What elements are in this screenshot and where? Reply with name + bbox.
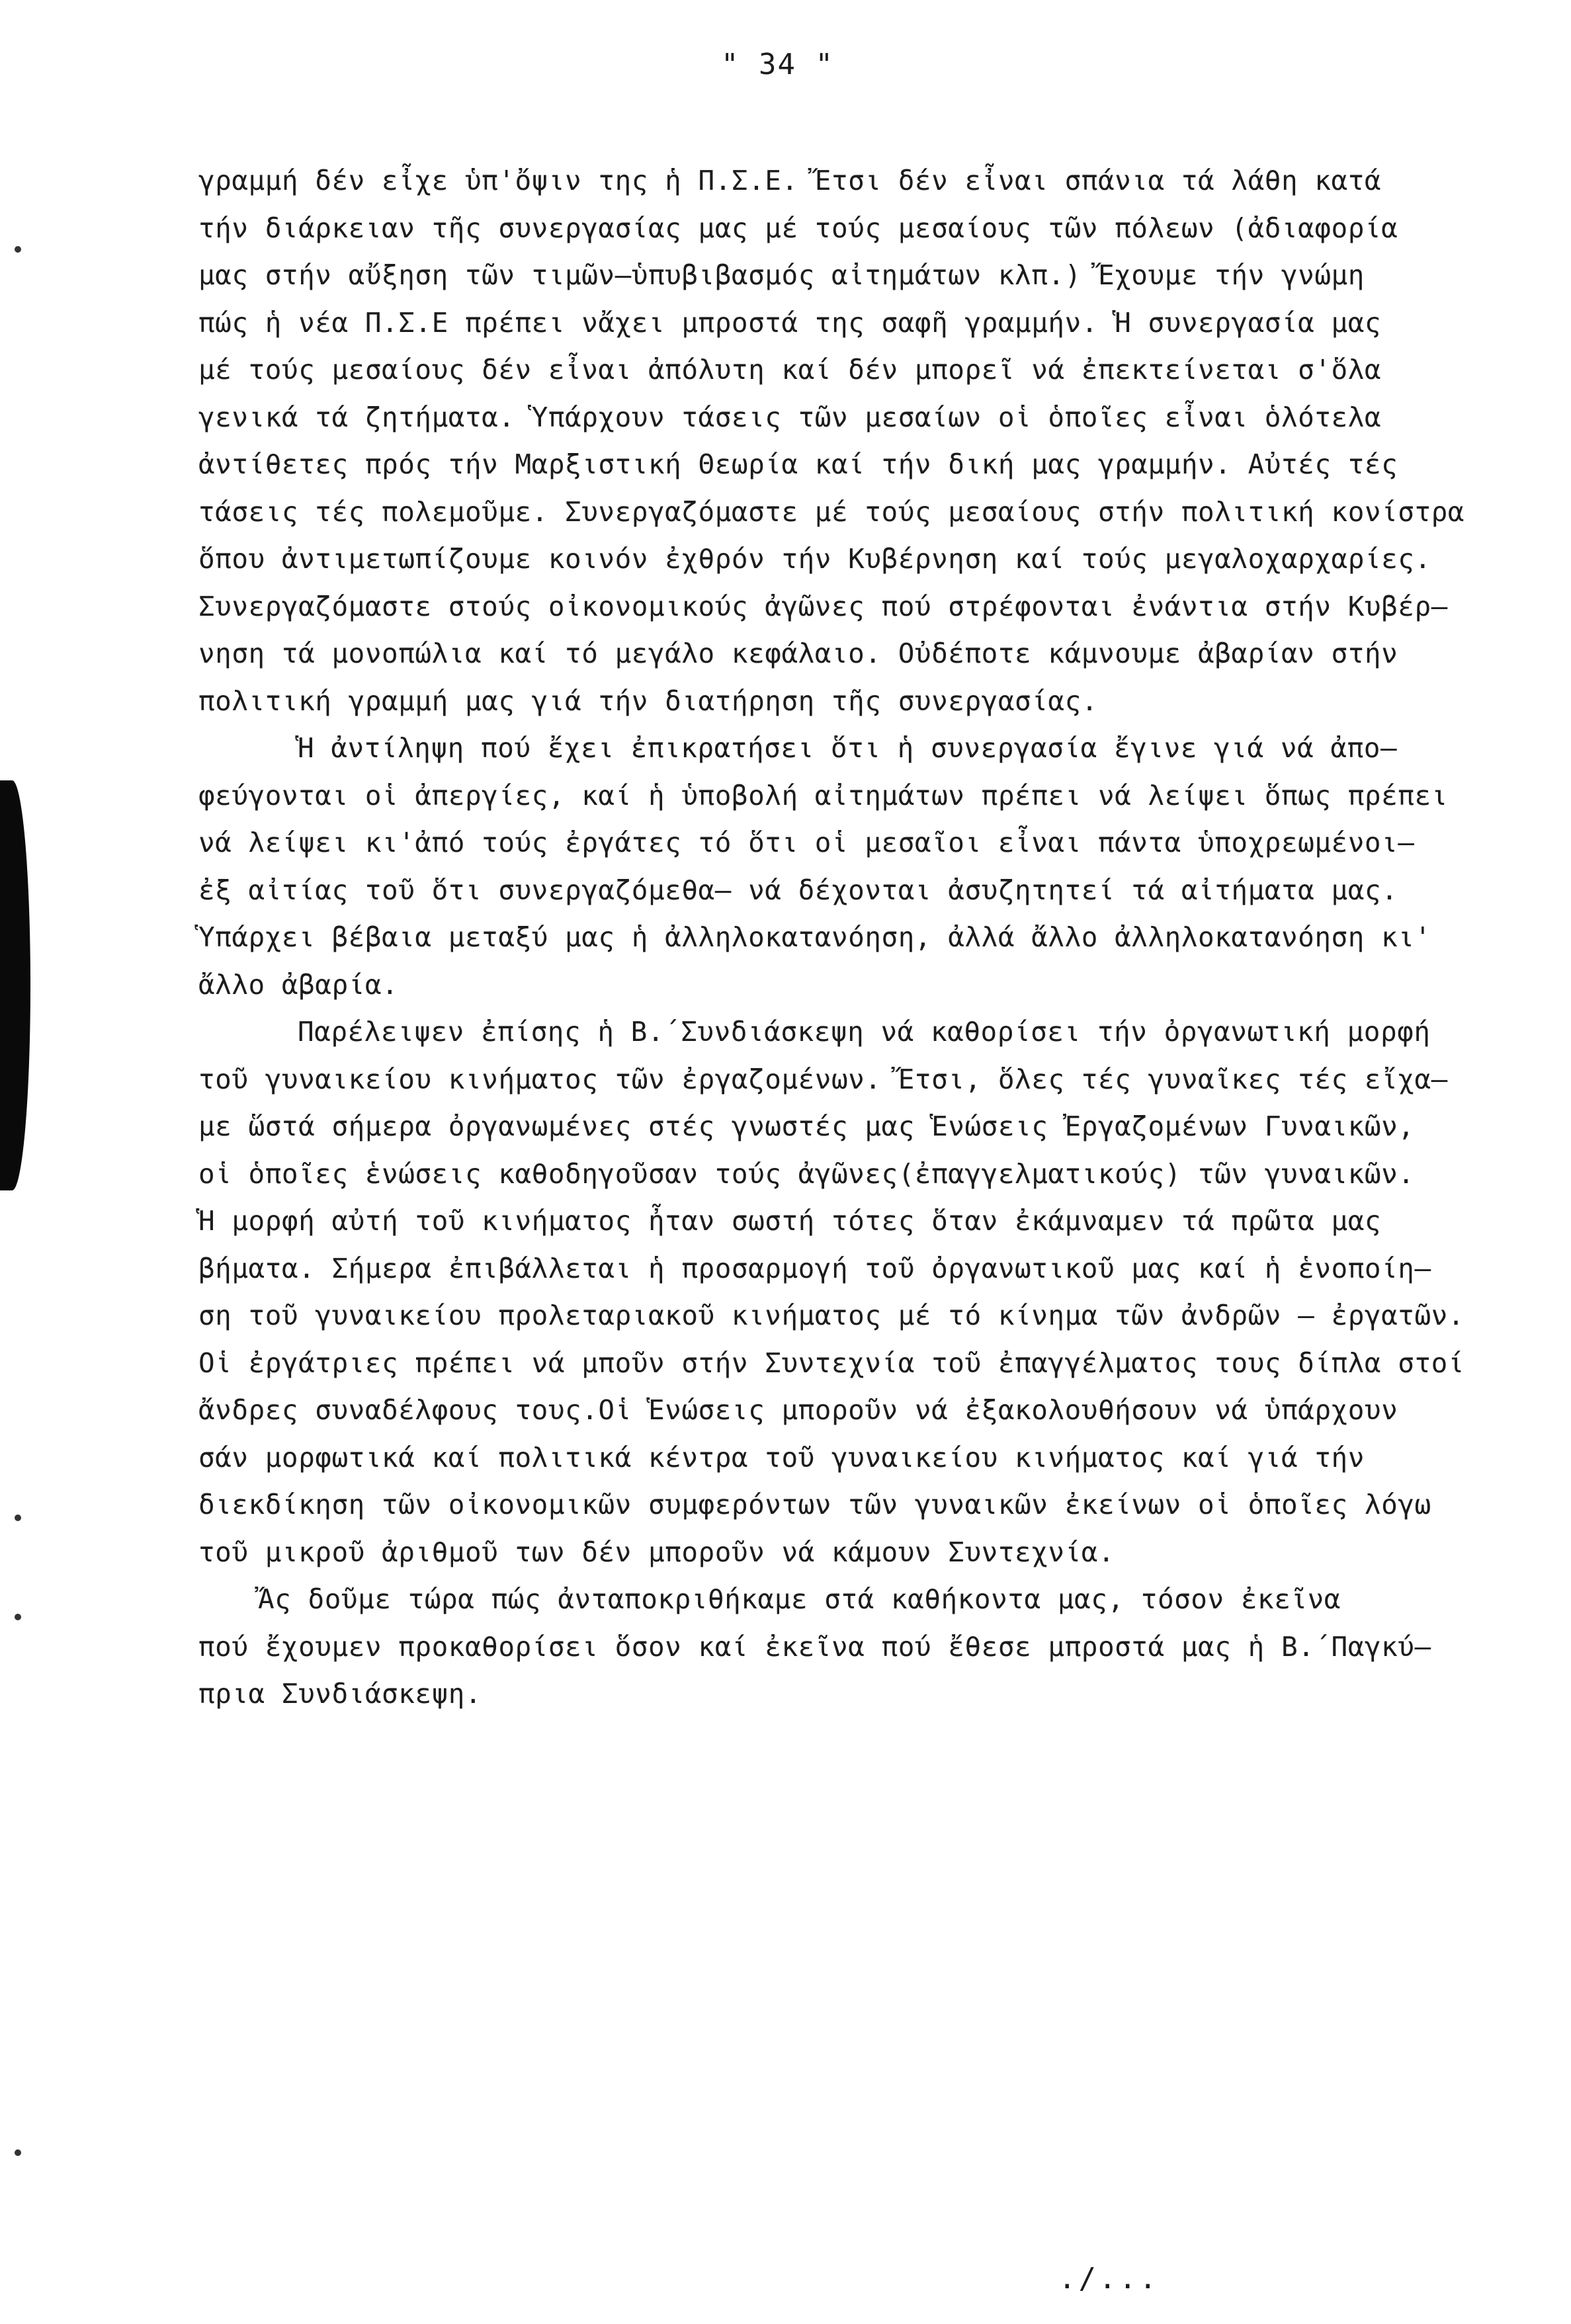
text-line: Οἱ ἐργάτριες πρέπει νά μποῦν στήν Συντεχνία τοῦ ἐπαγγέλματος τους δίπλα στοί (198, 1347, 1465, 1379)
text-line: οἱ ὁποῖες ἑνώσεις καθοδηγοῦσαν τούς ἀγῶνες(ἐπαγγελματικούς) τῶν γυναικῶν. (198, 1157, 1415, 1190)
text-line: νά λείψει κι'ἀπό τούς ἐργάτες τό ὅτι οἱ μεσαῖοι εἶναι πάντα ὑποχρεωμένοι– (198, 827, 1415, 858)
margin-dot (15, 1515, 21, 1521)
text-line: μας στήν αὔξηση τῶν τιμῶν–ὑπυβιβασμός αἰτημάτων κλπ.) Ἔχουμε τήν γνώμη (198, 259, 1365, 291)
text-line: πολιτική γραμμή μας γιά τήν διατήρηση τῆς συνεργασίας. (198, 685, 1098, 717)
text-line: ὅπου ἀντιμετωπίζουμε κοινόν ἐχθρόν τήν Κυβέρνηση καί τούς μεγαλοχαρχαρίες. (198, 543, 1431, 575)
text-line: διεκδίκηση τῶν οἰκονομικῶν συμφερόντων τῶν γυναικῶν ἐκείνων οἱ ὁποῖες λόγω (198, 1489, 1431, 1520)
text-line: νηση τά μονοπώλια καί τό μεγάλο κεφάλαιο. Οὐδέποτε κάμνουμε ἀβαρίαν στήν (198, 638, 1398, 669)
text-line: τάσεις τές πολεμοῦμε. Συνεργαζόμαστε μέ τούς μεσαίους στήν πολιτική κονίστρα (198, 495, 1465, 528)
margin-dot (15, 246, 21, 253)
text-line: ἀντίθετες πρός τήν Μαρξιστική Θεωρία καί τήν δική μας γραμμήν. Αὐτές τές (198, 448, 1398, 480)
text-line: ση τοῦ γυναικείου προλεταριακοῦ κινήματος μέ τό κίνημα τῶν ἀνδρῶν – ἐργατῶν. (198, 1300, 1465, 1331)
text-line: ἄνδρες συναδέλφους τους.Οἱ Ἑνώσεις μποροῦν νά ἐξακολουθήσουν νά ὑπάρχουν (198, 1394, 1398, 1426)
text-line: Συνεργαζόμαστε στούς οἰκονομικούς ἀγῶνες πού στρέφονται ἐνάντια στήν Κυβέρ– (198, 590, 1448, 622)
text-line: τήν διάρκειαν τῆς συνεργασίας μας μέ τούς μεσαίους τῶν πόλεων (ἀδιαφορία (198, 212, 1398, 244)
paragraph-start-line: Ἄς δοῦμε τώρα πώς ἀνταποκριθήκαμε στά καθήκοντα μας, τόσον ἐκεῖνα (258, 1583, 1341, 1615)
text-line: Ὑπάρχει βέβαια μεταξύ μας ἡ ἀλληλοκατανόηση, ἀλλά ἄλλο ἀλληλοκατανόηση κι' (198, 921, 1431, 953)
text-line: φεύγονται οἱ ἀπεργίες, καί ἡ ὑποβολή αἰτημάτων πρέπει νά λείψει ὅπως πρέπει (198, 779, 1448, 811)
text-line: πού ἔχουμεν προκαθορίσει ὅσον καί ἐκεῖνα πού ἔθεσε μπροστά μας ἡ Β.́ Παγκύ– (198, 1630, 1431, 1663)
text-line: Ἡ μορφή αὐτή τοῦ κινήματος ἦταν σωστή τότες ὅταν ἐκάμναμεν τά πρῶτα μας (198, 1205, 1382, 1237)
text-line: μέ τούς μεσαίους δέν εἶναι ἀπόλυτη καί δέν μπορεῖ νά ἐπεκτείνεται σ'ὅλα (198, 354, 1382, 386)
text-line: πρια Συνδιάσκεψη. (198, 1678, 482, 1710)
page-number: " 34 " (721, 48, 834, 81)
text-line: βήματα. Σήμερα ἐπιβάλλεται ἡ προσαρμογή τοῦ ὀργανωτικοῦ μας καί ἡ ἑνοποίη– (198, 1252, 1431, 1284)
text-line: σάν μορφωτικά καί πολιτικά κέντρα τοῦ γυναικείου κινήματος καί γιά τήν (198, 1441, 1365, 1473)
margin-ink-blot (0, 780, 30, 1190)
text-line: πώς ἡ νέα Π.Σ.Ε πρέπει νἄχει μπροστά της σαφῆ γραμμήν. Ἡ συνεργασία μας (198, 306, 1382, 339)
text-line: τοῦ μικροῦ ἀριθμοῦ των δέν μποροῦν νά κάμουν Συντεχνία. (198, 1536, 1115, 1568)
text-line: με ὥστά σήμερα ὀργανωμένες στές γνωστές μας Ἑνώσεις Ἐργαζομένων Γυναικῶν, (198, 1110, 1415, 1142)
continuation-mark: ./... (1058, 2262, 1160, 2296)
typed-text-body (198, 157, 1495, 1718)
text-line: ἄλλο ἀβαρία. (198, 968, 399, 1001)
text-line: γενικά τά ζητήματα. Ὑπάρχουν τάσεις τῶν μεσαίων οἱ ὁποῖες εἶναι ὁλότελα (198, 401, 1382, 433)
text-line: γραμμή δέν εἶχε ὑπ'ὄψιν της ἡ Π.Σ.Ε. Ἔτσι δέν εἶναι σπάνια τά λάθη κατά (198, 165, 1382, 196)
text-line: ἐξ αἰτίας τοῦ ὅτι συνεργαζόμεθα– νά δέχονται ἀσυζητητεί τά αἰτήματα μας. (198, 874, 1398, 906)
paragraph-start-line: Ἡ ἀντίληψη πού ἔχει ἐπικρατήσει ὅτι ἡ συνεργασία ἔγινε γιά νά ἀπο– (298, 732, 1398, 764)
margin-dot (15, 1614, 21, 1620)
margin-dot (15, 2149, 21, 2156)
paragraph-start-line: Παρέλειψεν ἐπίσης ἡ Β.́ Συνδιάσκεψη νά καθορίσει τήν ὀργανωτική μορφή (298, 1016, 1431, 1048)
text-line: τοῦ γυναικείου κινήματος τῶν ἐργαζομένων. Ἔτσι, ὅλες τές γυναῖκες τές εἴχα– (198, 1063, 1448, 1095)
